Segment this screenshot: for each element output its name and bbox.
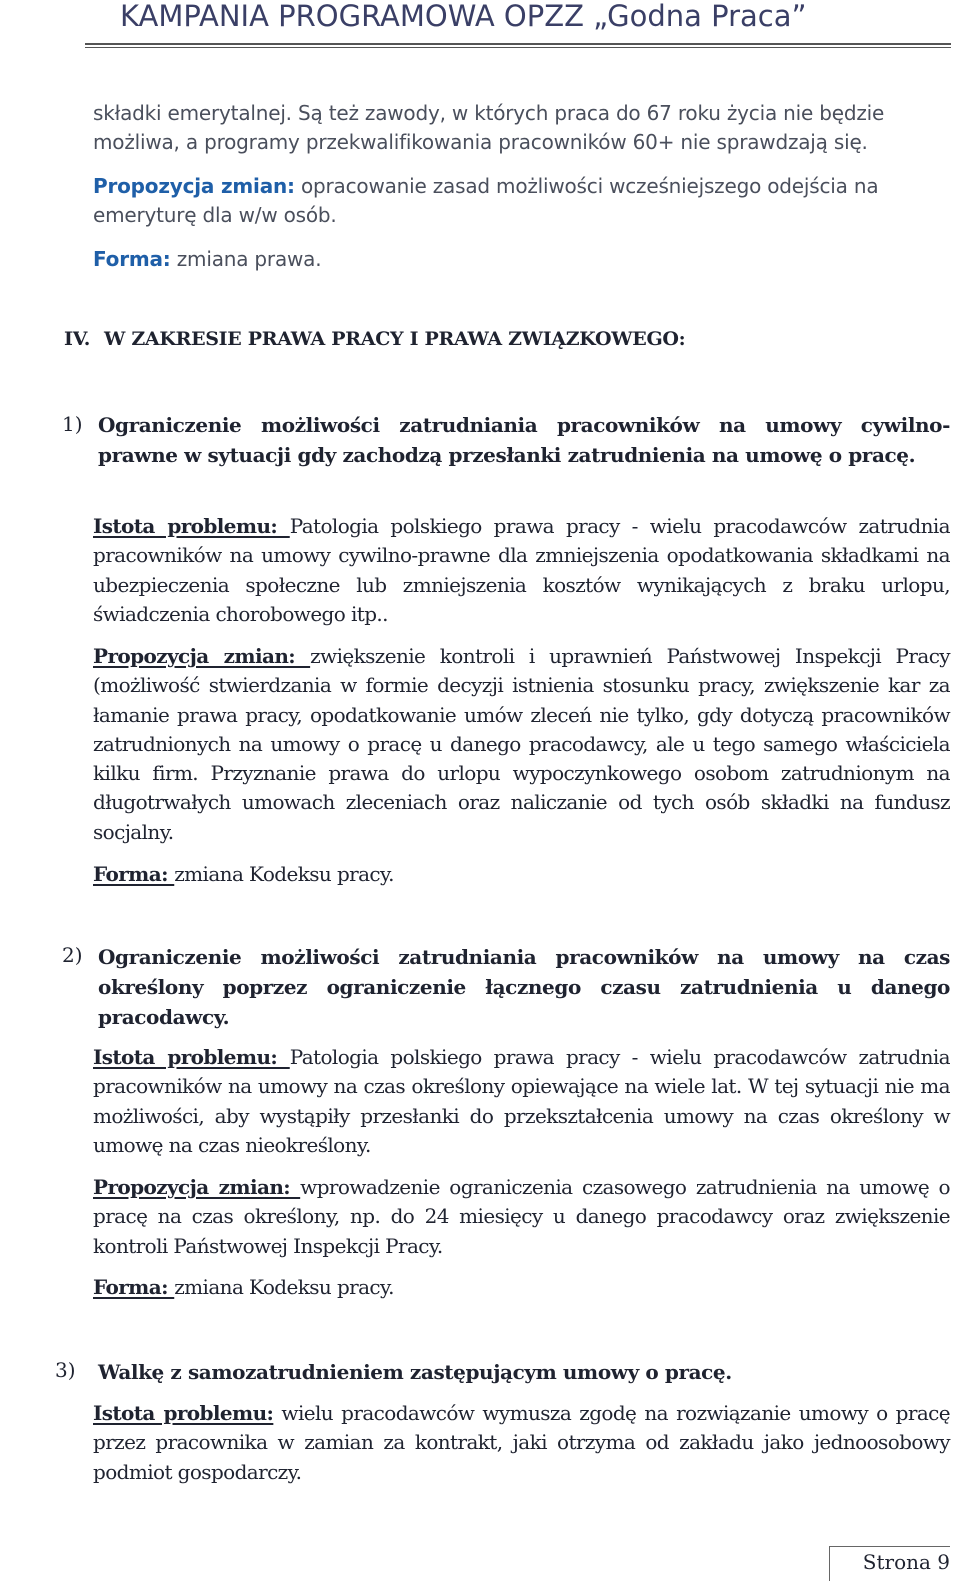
section-number: IV. <box>64 328 91 350</box>
intro-form-text: zmiana prawa. <box>170 247 322 271</box>
problem-label: Istota problemu: <box>93 514 290 538</box>
proposal-label: Propozycja zmian: <box>93 644 311 668</box>
intro-proposal-text: opracowanie zasad możliwości wcześniejszego odejścia na <box>294 174 879 198</box>
intro-proposal-cont: emeryturę dla w/w osób. <box>93 203 337 227</box>
form-text: zmiana Kodeksu pracy. <box>174 862 394 886</box>
intro-proposal-label: Propozycja zmian: <box>93 174 295 198</box>
item-number: 3) <box>55 1358 76 1382</box>
problem-label: Istota problemu: <box>93 1401 274 1425</box>
item-proposal <box>93 642 950 847</box>
proposal-label: Propozycja zmian: <box>93 1175 301 1199</box>
item-proposal <box>93 1173 950 1261</box>
problem-text: wielu pracodawców wymusza zgodę na rozwiązanie umowy o pracę przez pracownika w zamian za kontrakt, jaki otrzyma od zakładu jako jednoosobowy podmiot gospodarczy. <box>93 1401 950 1484</box>
form-text: zmiana Kodeksu pracy. <box>174 1275 394 1299</box>
item-title: Ograniczenie możliwości zatrudniania pracowników na umowy cywilno-prawne w sytuacji gdy zachodzą przesłanki zatrudnienia na umowę o pracę. <box>98 413 950 467</box>
item-problem <box>93 1399 950 1487</box>
item-problem <box>93 512 950 629</box>
item-number: 1) <box>62 412 83 436</box>
section-heading <box>64 328 685 350</box>
intro-line-1: składki emerytalnej. Są też zawody, w których praca do 67 roku życia nie będzie <box>93 101 885 125</box>
header-rule <box>85 43 951 45</box>
proposal-text: zwiększenie kontroli i uprawnień Państwowej Inspekcji Pracy (możliwość stwierdzania w formie decyzji istnienia stosunku pracy, zwiększenie kar za łamanie prawa pracy, opodatkowanie umów zleceń nie tylko, gdy dotyczą pracowników zatrudnionych na umowy o pracę u danego pracodawcy, ale u tego samego właściciela kilku firm. Przyznanie prawa do urlopu wypoczynkowego osobom zatrudnionym na długotrwałych umowach zleceniach oraz naliczanie od tych osób składki na fundusz socjalny. <box>93 644 950 844</box>
item-form <box>93 1273 950 1302</box>
page-footer <box>829 1546 950 1581</box>
item-form <box>93 860 950 889</box>
intro-line-2: możliwa, a programy przekwalifikowania pracowników 60+ nie sprawdzają się. <box>93 130 868 154</box>
item-problem <box>93 1043 950 1160</box>
form-label: Forma: <box>93 1275 175 1299</box>
page-number: Strona 9 <box>862 1550 950 1574</box>
form-label: Forma: <box>93 862 175 886</box>
problem-label: Istota problemu: <box>93 1045 290 1069</box>
proposal-text: wprowadzenie ograniczenia czasowego zatrudnienia na umowę o pracę na czas określony, np. do 24 miesięcy u danego pracodawcy oraz zwiększenie kontroli Państwowej Inspekcji Pracy. <box>93 1175 950 1258</box>
item-title: Ograniczenie możliwości zatrudniania pracowników na umowy na czas określony poprzez ograniczenie łącznego czasu zatrudnienia u danego pracodawcy. <box>98 945 950 1029</box>
running-header-title: KAMPANIA PROGRAMOWA OPZZ „Godna Praca” <box>120 0 807 33</box>
section-title: W ZAKRESIE PRAWA PRACY I PRAWA ZWIĄZKOWEGO: <box>104 328 686 350</box>
intro-proposal <box>93 174 878 198</box>
intro-form <box>93 247 321 271</box>
intro-form-label: Forma: <box>93 247 171 271</box>
problem-text: Patologia polskiego prawa pracy - wielu pracodawców zatrudnia pracowników na umowy cywilno-prawne dla zmniejszenia opodatkowania składkami na ubezpieczenia społeczne lub zmniejszenia kosztów wynikających z braku urlopu, świadczenia chorobowego itp.. <box>93 514 950 626</box>
problem-text: Patologia polskiego prawa pracy - wielu pracodawców zatrudnia pracowników na umowy na czas określony opiewające na wiele lat. W tej sytuacji nie ma możliwości, aby wystąpiły przesłanki do przekształcenia umowy na czas określony w umowę na czas nieokreślony. <box>93 1045 950 1157</box>
item-title: Walkę z samozatrudnieniem zastępującym umowy o pracę. <box>98 1360 732 1384</box>
item-number: 2) <box>62 943 83 967</box>
header-rule-thin <box>85 47 951 48</box>
